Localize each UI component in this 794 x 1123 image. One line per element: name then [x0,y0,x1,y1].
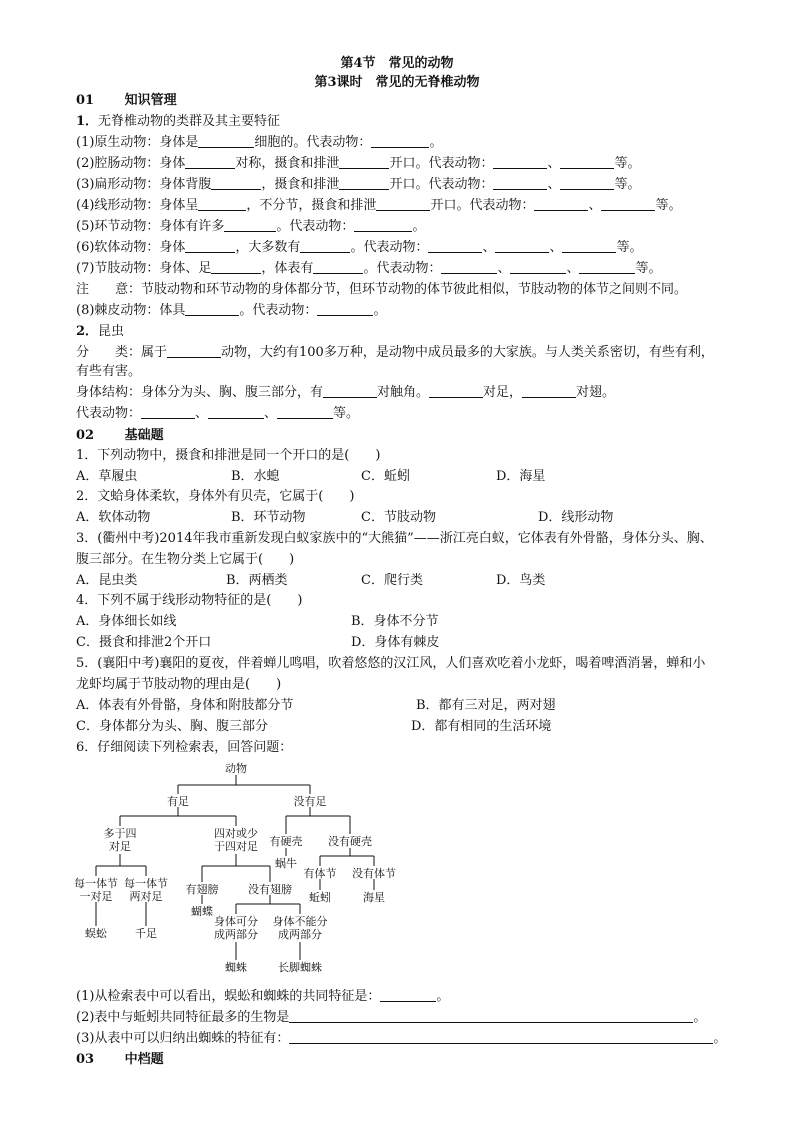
node-no-legs: 没有足 [293,795,327,808]
section-number: 03 [76,1052,95,1067]
node-no-hard-shell: 没有硬壳 [328,835,372,848]
node-segmented: 有体节 [303,867,337,880]
option-a[interactable]: A．草履虫 [76,469,138,484]
note-line: 注 意：节肢动物和环节动物的身体都分节，但环节动物的体节彼此相似，节肢动物的体节之间则不同。 [76,282,688,297]
section-label: 基础题 [124,428,164,443]
answer-blank[interactable] [380,989,436,1002]
section-3-header [76,1052,164,1068]
answer-blank[interactable] [522,385,576,398]
node-not-segmented: 没有体节 [352,867,396,880]
option-c[interactable]: C．摄食和排泄2个开口 [76,635,212,650]
option-a[interactable]: A．体表有外骨骼，身体和附肢都分节 [76,698,294,713]
option-c[interactable]: C．蚯蚓 [361,469,410,484]
option-b[interactable]: B．环节动物 [231,510,306,525]
insect-representatives: 代表动物： 、 、 等。 [76,406,360,421]
answer-blank[interactable] [141,406,195,419]
heading-text: 昆虫 [98,324,125,339]
node-more-than-four-pairs: 多于四 对足 [103,827,137,853]
question-5-stem-cont: 龙虾均属于节肢动物的理由是( ) [76,677,282,692]
echinoderm-line: (8)棘皮动物：体具 。代表动物： 。 [76,303,387,318]
answer-blank[interactable] [167,345,221,358]
section-2-header [76,428,164,444]
answer-blank[interactable] [560,156,614,169]
answer-blank[interactable] [534,198,588,211]
insect-classification: 分 类：属于 动物，大约有100多万种，是动物中成员最多的大家族。与人类关系密切，有些有利， [76,345,714,360]
answer-blank[interactable] [441,261,497,274]
dichotomous-key-diagram [60,758,420,980]
question-3-stem-cont: 腹三部分。在生物分类上它属于( ) [76,552,295,567]
page-title: 第4节 常见的动物 [340,56,454,71]
answer-blank[interactable] [208,406,264,419]
node-centipede: 蜈蚣 [85,927,107,940]
node-has-wings: 有翅膀 [185,883,219,896]
option-d[interactable]: D．海星 [496,469,546,484]
question-1-stem: 1．下列动物中，摄食和排泄是同一个开口的是( ) [76,448,381,463]
answer-blank[interactable] [493,177,547,190]
option-d[interactable]: D．鸟类 [496,573,546,588]
option-d[interactable]: D．线形动物 [538,510,614,525]
answer-blank[interactable] [354,219,412,232]
answer-blank[interactable] [198,198,246,211]
question-6-part-1: (1)从检索表中可以看出，蜈蚣和蜘蛛的共同特征是： 。 [76,989,450,1004]
answer-blank[interactable] [339,177,389,190]
node-snail: 蜗牛 [275,857,297,870]
node-earthworm: 蚯蚓 [309,891,331,904]
option-d[interactable]: D．都有相同的生活环境 [411,719,552,734]
section-number: 01 [76,93,95,108]
node-starfish: 海星 [363,891,385,904]
insect-classification-cont: 有些有害。 [76,364,142,379]
answer-blank[interactable] [510,261,566,274]
option-c[interactable]: C．节肢动物 [361,510,436,525]
section-number: 02 [76,428,95,443]
option-b[interactable]: B．身体不分节 [351,614,439,629]
insect-body-structure: 身体结构：身体分为头、胸、腹三部分，有 对触角。 对足， 对翅。 [76,385,616,400]
protozoa-line: (1)原生动物：身体是 细胞的。代表动物： 。 [76,135,443,150]
answer-blank[interactable] [428,240,482,253]
question-4-stem: 4．下列不属于线形动物特征的是( ) [76,593,303,608]
knowledge-2-heading [76,324,124,340]
heading-text: 无脊椎动物的类群及其主要特征 [98,114,281,129]
answer-blank[interactable] [339,156,389,169]
item-number: 2． [76,324,99,339]
answer-blank[interactable] [323,385,377,398]
answer-blank[interactable] [495,240,549,253]
roundworm-line: (4)线形动物：身体呈 ，不分节，摄食和排泄 开口。代表动物： 、 等。 [76,198,682,213]
option-c[interactable]: C．爬行类 [361,573,423,588]
question-6-part-3: (3)从表中可以归纳出蜘蛛的特征有： 。 [76,1031,727,1046]
question-6-stem: 6．仔细阅读下列检索表，回答问题： [76,740,293,755]
node-has-legs: 有足 [167,795,189,808]
answer-blank[interactable] [317,303,373,316]
answer-blank[interactable] [289,1010,693,1023]
answer-blank[interactable] [185,303,239,316]
node-body-two-parts: 身体可分 成两部分 [214,915,258,941]
node-two-pairs-per-segment: 每一体节 两对足 [124,877,168,903]
option-a[interactable]: A．身体细长如线 [76,614,177,629]
option-b[interactable]: B．水螅 [231,469,280,484]
node-hard-shell: 有硬壳 [269,835,303,848]
node-harvestman: 长脚蜘蛛 [278,961,322,974]
answer-blank[interactable] [493,156,547,169]
node-millipede: 千足 [135,927,157,940]
page-subtitle: 第3课时 常见的无脊椎动物 [314,75,480,90]
answer-blank[interactable] [560,177,614,190]
arthropod-line: (7)节肢动物：身体、足 ，体表有 。代表动物： 、 、 等。 [76,261,662,276]
question-6-part-2: (2)表中与蚯蚓共同特征最多的生物是 。 [76,1010,707,1025]
section-label: 知识管理 [124,93,177,108]
answer-blank[interactable] [376,198,430,211]
answer-blank[interactable] [429,385,483,398]
question-3-stem: 3．(衢州中考)2014年我市重新发现白蚁家族中的“大熊猫”——浙江亮白蚁，它体表有外骨骼，身体分头、胸、 [76,531,713,546]
answer-blank[interactable] [300,240,350,253]
mollusk-line: (6)软体动物：身体 ，大多数有 。代表动物： 、 、 等。 [76,240,643,255]
option-a[interactable]: A．昆虫类 [76,573,138,588]
node-body-not-two-parts: 身体不能分 成两部分 [272,915,328,941]
option-b[interactable]: B．都有三对足，两对翅 [416,698,556,713]
option-c[interactable]: C．身体都分为头、胸、腹三部分 [76,719,268,734]
item-number: 1． [76,114,99,129]
node-four-or-fewer-pairs: 四对或少 于四对足 [214,827,258,853]
node-animal: 动物 [225,762,247,775]
flatworm-line: (3)扁形动物：身体背腹 ，摄食和排泄 开口。代表动物： 、 等。 [76,177,641,192]
node-butterfly: 蝴蝶 [191,905,213,918]
knowledge-1-heading [76,114,280,130]
node-one-pair-per-segment: 每一体节 一对足 [74,877,118,903]
option-d[interactable]: D．身体有棘皮 [351,635,440,650]
answer-blank[interactable] [601,198,655,211]
node-spider: 蜘蛛 [225,961,247,974]
question-5-stem: 5．(襄阳中考)襄阳的夏夜，伴着蝉儿鸣唱，吹着悠悠的汉江风，人们喜欢吃着小龙虾，喝着啤酒消暑，蝉和小 [76,656,706,671]
answer-blank[interactable] [211,177,261,190]
answer-blank[interactable] [313,261,363,274]
answer-blank[interactable] [185,240,235,253]
section-label: 中档题 [124,1052,164,1067]
answer-blank[interactable] [185,156,235,169]
section-1-header [76,93,177,109]
question-2-stem: 2．文蛤身体柔软，身体外有贝壳，它属于( ) [76,489,355,504]
node-no-wings: 没有翅膀 [248,883,292,896]
option-a[interactable]: A．软体动物 [76,510,151,525]
coelenterate-line: (2)腔肠动物：身体 对称，摄食和排泄 开口。代表动物： 、 等。 [76,156,641,171]
annelid-line: (5)环节动物：身体有许多 。代表动物： 。 [76,219,426,234]
answer-blank[interactable] [277,406,333,419]
answer-blank[interactable] [579,261,635,274]
option-b[interactable]: B．两栖类 [226,573,288,588]
answer-blank[interactable] [289,1031,713,1044]
answer-blank[interactable] [224,219,276,232]
answer-blank[interactable] [198,135,254,148]
answer-blank[interactable] [211,261,261,274]
answer-blank[interactable] [371,135,429,148]
answer-blank[interactable] [562,240,616,253]
